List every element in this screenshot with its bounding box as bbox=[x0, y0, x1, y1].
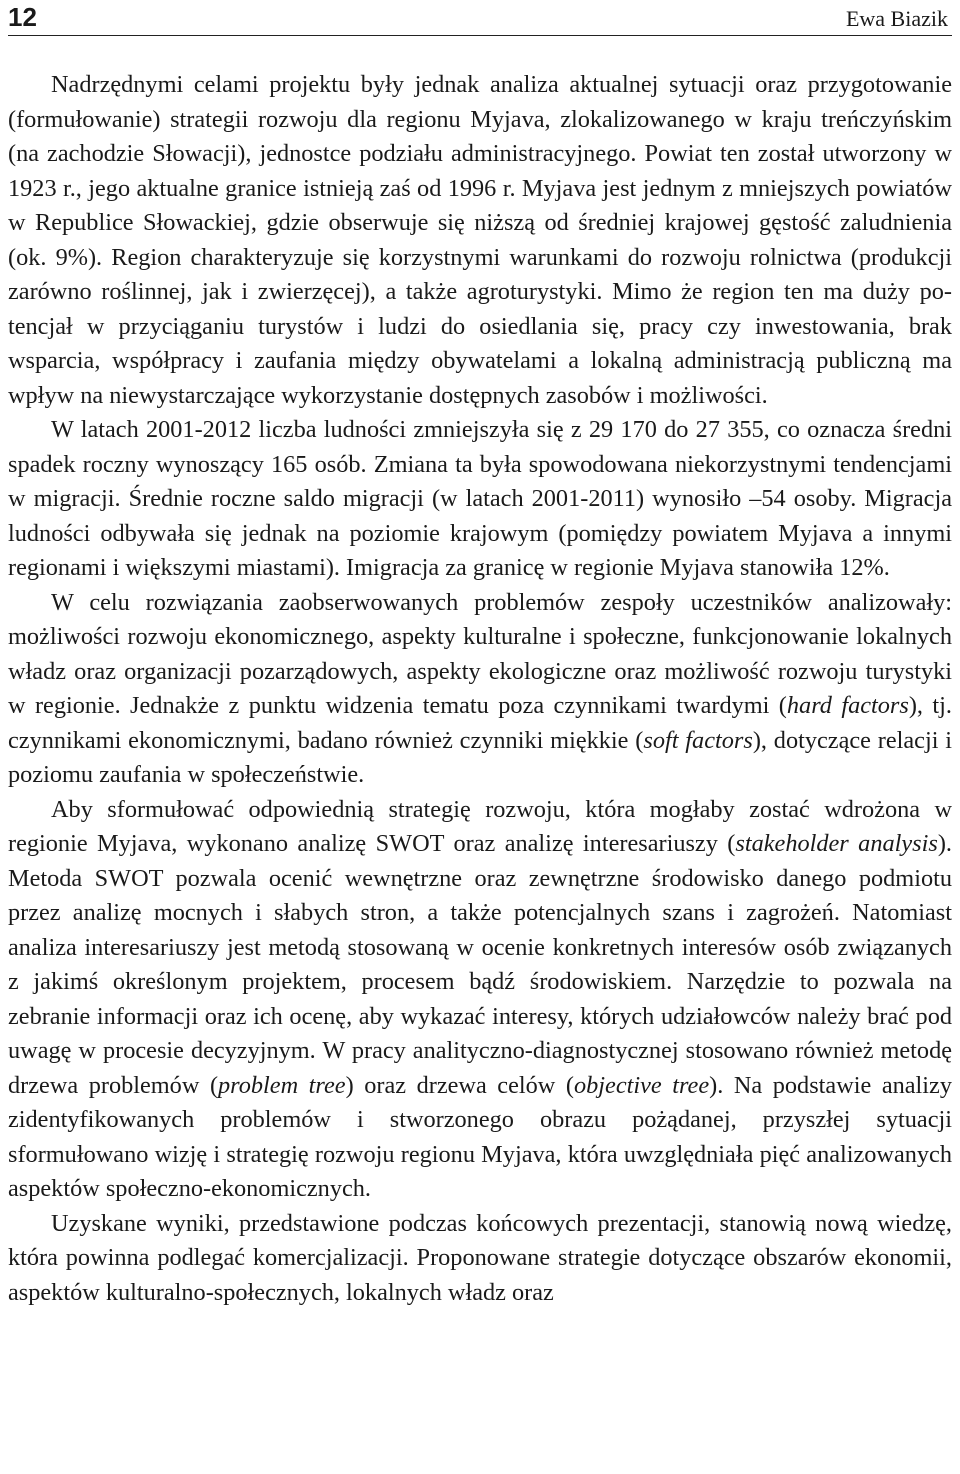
page-number: 12 bbox=[8, 2, 37, 32]
body-text bbox=[8, 68, 952, 1310]
running-head-author: Ewa Biazik bbox=[845, 6, 948, 31]
paragraph-1 bbox=[8, 68, 952, 413]
text-segment: Uzyskane wyniki, przedstawione podczas końcowych prezentacji, stanowią nową wiedzę, która powinna podlegać komercjalizacji. Proponowane strategie dotyczące obszarów ekonomii, aspektów kulturalno-społecznych, lokalnych władz oraz bbox=[8, 1209, 952, 1306]
text-segment: W latach 2001-2012 liczba ludności zmniejszyła się z 29 170 do 27 355, co oznacza średni spadek roczny wynoszący 165 osób. Zmiana ta była spowodowana niekorzystnymi tendencjami w migracji. Średnie roczne saldo migracji (w latach 2001-2011) wynosiło –54 osoby. Migracja ludności odbywała się jednak na poziomie krajowym (pomiędzy powiatem Myjava a innymi regionami i większymi miastami). Imigracja za granicę w regionie Myjava stanowiła 12%. bbox=[8, 416, 952, 581]
page-header bbox=[8, 0, 952, 36]
paragraph-4 bbox=[8, 793, 952, 1207]
text-segment: W celu rozwiązania zaobserwowanych problemów zespoły uczestników analizowały: możliwości rozwoju ekonomicznego, aspekty kulturalne i społeczne, funkcjonowanie lokalnych władz oraz organizacji pozarządowych, aspekty ekologiczne oraz możliwość rozwoju turystyki w regionie. Jednakże z punktu widzenia tematu poza czynnikami twardymi ( bbox=[8, 588, 952, 719]
text-segment: Aby sformułować odpowiednią strategię rozwoju, która mogłaby zostać wdrożona w regionie Myjava, wykonano analizę SWOT oraz analizę interesariuszy ( bbox=[8, 795, 952, 857]
text-segment: ). Metoda SWOT pozwala ocenić wewnętrzne oraz zewnętrzne środowisko danego podmiotu przez analizę mocnych i słabych stron, a także potencjalnych szans i zagrożeń. Natomiast analiza interesariuszy jest metodą stosowaną w ocenie konkretnych interesów osób związanych z jakimś określonym projektem, procesem bądź środowiskiem. Narzędzie to pozwala na zebranie informacji oraz ich ocenę, aby wykazać interesy, których udziałowców należy brać pod uwagę w procesie decyzyjnym. W pracy analityczno-diagnostycznej stosowano również metodę drzewa problemów ( bbox=[8, 830, 952, 1099]
italic-term: problem tree bbox=[218, 1071, 346, 1099]
text-segment: ). Na podstawie analizy zidentyfikowanych problemów i stworzonego obrazu pożądanej, przyszłej sytuacji sformułowano wizję i strategię rozwoju regionu Myjava, która uwzględniała pięć analizowanych aspektów społeczno-ekonomicznych. bbox=[8, 1071, 952, 1202]
text-segment: ) oraz drzewa celów ( bbox=[345, 1071, 574, 1099]
text-segment: ), tj. czynnikami ekonomicznymi, badano również czynniki miękkie ( bbox=[8, 692, 952, 754]
text-segment: ), dotyczące relacji i poziomu zaufania w społeczeństwie. bbox=[8, 726, 953, 788]
italic-term: objective tree bbox=[573, 1071, 710, 1099]
paragraph-5 bbox=[8, 1207, 952, 1311]
italic-term: soft factors bbox=[643, 726, 753, 754]
italic-term: hard factors bbox=[786, 692, 909, 719]
paragraph-2 bbox=[8, 413, 952, 586]
text-segment: Nadrzędnymi celami projektu były jednak analiza aktualnej sytuacji oraz przygotowanie (formułowanie) strategii rozwoju dla regionu Myjava, zlokalizowanego w kraju treńczyńskim (na zachodzie Słowacji), jednostce podziału administracyjnego. Powiat ten został utworzony w 1923 r., jego aktualne granice istnieją zaś od 1996 r. Myjava jest jednym z mniejszych powiatów w Republice Słowackiej, gdzie obserwuje się niższą od średniej krajowej gęstość zaludnienia (ok. 9%). Region charakteryzuje się korzystnymi warunkami do rozwoju rolnictwa (produkcji zarówno roślinnej, jak i zwierzęcej), a także agroturystyki. Mimo że region ten ma duży potencjał w przyciąganiu turystów i ludzi do osiedlania się, pracy czy inwestowania, brak wsparcia, współpracy i zaufania między obywatelami a lokalną administracją publiczną ma wpływ na niewystarczające wykorzystanie dostępnych zasobów i możliwości. bbox=[8, 71, 952, 409]
paragraph-3 bbox=[8, 586, 952, 793]
italic-term: stakeholder analysis bbox=[735, 830, 938, 857]
